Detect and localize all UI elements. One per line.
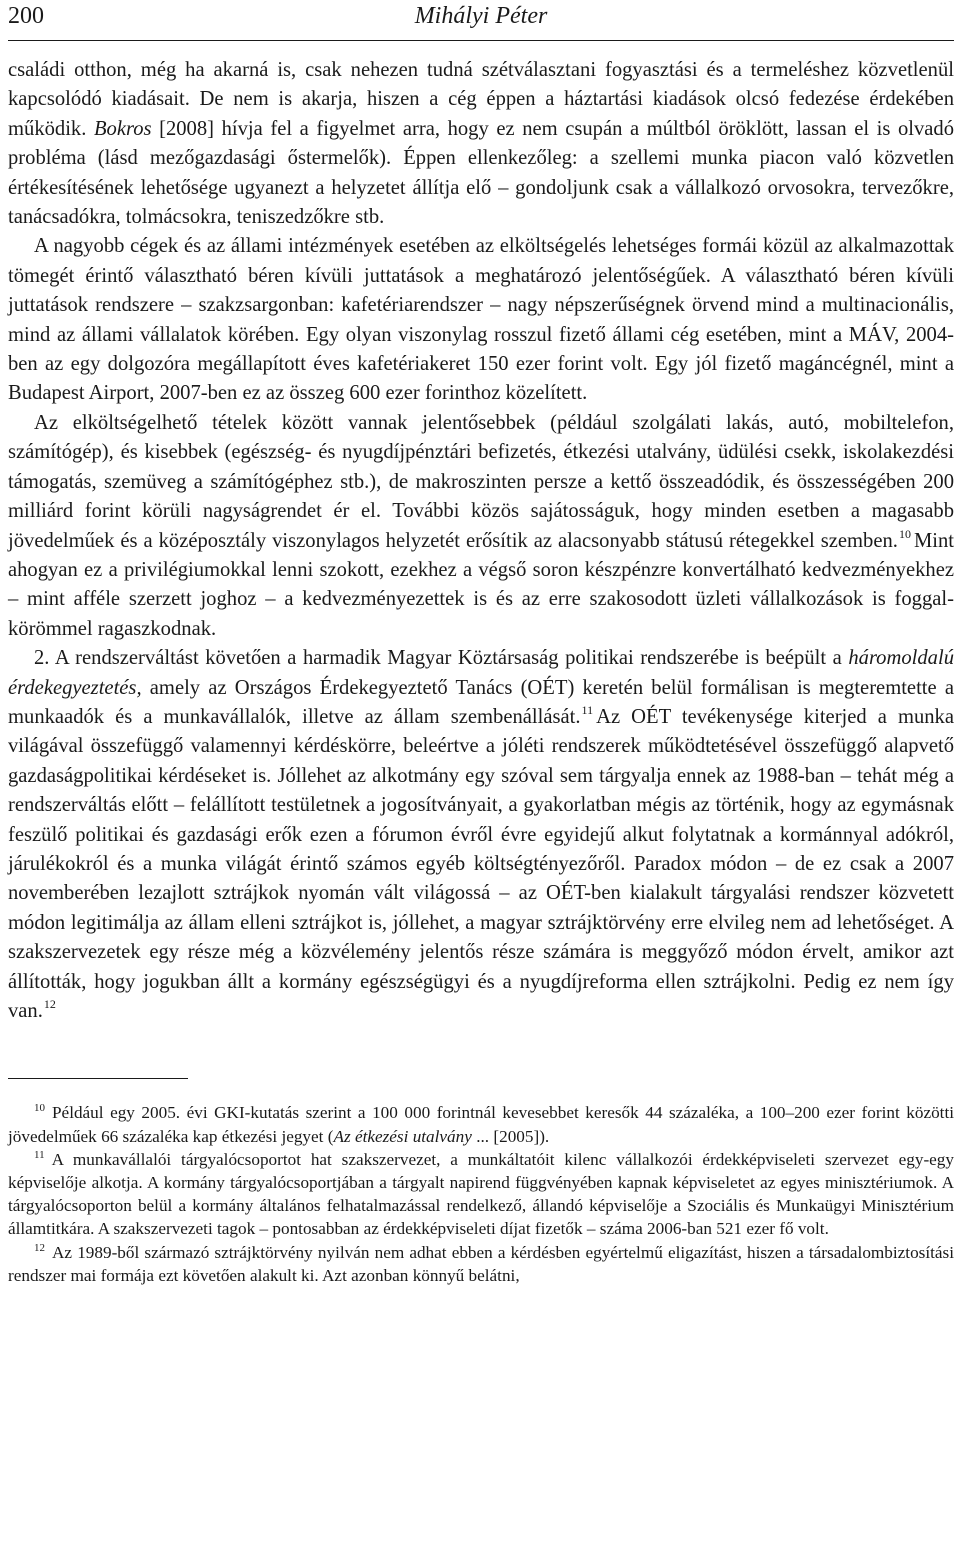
page-header: [8, 0, 954, 41]
footnote-ref-10[interactable]: 10: [898, 526, 911, 541]
page-number: 200: [8, 3, 44, 29]
paragraph-4: 2. A rendszerváltást követően a harmadik Magyar Köztársaság politikai rendszerébe is beépült a háromoldalú érdekegyeztetés, amely az Országos Érdekegyeztető Tanács (OÉT) keretén belül formálisan is megteremtette a munkaadók és a munkavállalók, illetve az állam szembenállását.$^{11}$ Az OÉT tevékenysége kiterjed a munka világával összefüggő valamennyi kérdéskörre, beleértve a jóléti rendszerek működtetésével összefüggő alapvető gazdaságpolitikai kérdéseket is. Jóllehet az alkotmány egy szóval sem tárgyalja ennek az 1988-ban – tehát még a rendszerváltás előtt – felállított testületnek a jogosítványait, a gyakorlatban mégis az történik, hogy az egymásnak feszülő politikai és gazdasági erők ezen a fórumon évről évre egyidejű alkut folytatnak a kormánnyal adókról, járulékokról és a munka világát érintő számos egyéb költségtényezőről. Paradox módon – de ez csak a 2007 novemberében lezajlott sztrájkok nyomán vált világossá – az OÉT-ben kialakult tárgyalási rendszer közvetett módon legitimálja az állam elleni sztrájkot is, jóllehet, a magyar sztrájktörvény erre elvileg nem ad lehetőséget. A szakszervezetek egy része még a közvélemény jelentős része számára is meggyőző módon érvelt, amikor azt állították, hogy jogukban állt a kormány egészségügyi és a nyugdíjreforma ellen sztrájkolni. Pedig ez nem így van.$^{12}$: [8, 647, 954, 1022]
cited-title: Az étkezési utalvány: [333, 1126, 472, 1146]
footnote-10: $^{10}$ Például egy 2005. évi GKI-kutatás szerint a 100 000 forintnál kevesebbet keresők 44 százaléka, a 100–200 ezer forint közötti jövedelműek 66 százaléka kap étkezési jegyet (Az étkezési utalvány ... [2005]).: [8, 1102, 954, 1146]
footnote-12: $^{12}$ Az 1989-ből származó sztrájktörvény nyilván nem adhat ebben a kérdésben egyértelmű eligazítást, hiszen a társadalombiztosítási rendszer mai formája ezt követően alakult ki. Azt azonban könnyű belátni,: [8, 1241, 954, 1285]
footnote-number: 10: [34, 1102, 45, 1115]
footnote-number: 12: [34, 1241, 45, 1254]
footnote-ref-11[interactable]: 11: [581, 702, 594, 717]
body-text: [8, 56, 954, 1026]
running-title: Mihályi Péter: [414, 3, 548, 29]
footnotes: [8, 1101, 954, 1287]
paragraph-1: családi otthon, még ha akarná is, csak nehezen tudná szétválasztani fogyasztási és a termeléshez közvetlenül kapcsolódó kiadásait. De nem is akarja, hiszen a cég éppen a háztartási kiadások olcsó fedezése érdekében működik. Bokros [2008] hívja fel a figyelmet arra, hogy ez nem csupán a múltból öröklött, lassan el is olvadó probléma (lásd mezőgazdasági őstermelők). Éppen ellenkezőleg: a szellemi munka piacon való közvetlen értékesítésének lehetősége ugyanezt a helyzetet állítja elő – gondoljunk csak a vállalkozó orvosokra, tervezőkre, tanácsadókra, tolmácsokra, teniszedzőkre stb.: [8, 59, 954, 229]
paragraph-3: Az elköltségelhető tételek között vannak jelentősebbek (például szolgálati lakás, autó, mobiltelefon, számítógép), és kisebbek (egészség- és nyugdíjpénztári befizetés, étkezési utalvány, üdülési csekk, iskolakezdési támogatás, szemüveg a számítógéphez stb.), de makroszinten persze a kettő összeadódik, és összességében 200 milliárd forint körüli nagyságrendet ér el. További közös sajátosságuk, hogy minden esetben a magasabb jövedelműek és a középosztály viszonylagos helyzetét erősítik az alacsonyabb státusú rétegekkel szemben.$^{10}$ Mint ahogyan ez a privilégiumokkal lenni szokott, ezekhez a végső soron készpénzre konvertálható kedvezményekhez – mint afféle szerzett joghoz – a kedvezményezettek is és az erre szakosodott üzleti vállalkozások is foggal-körömmel ragaszkodnak.: [8, 411, 954, 640]
emphasized-term: háromoldalú érdekegyeztetés,: [8, 647, 954, 699]
paragraph-2: A nagyobb cégek és az állami intézmények esetében az elköltségelés lehetséges formái közül az alkalmazottak tömegét érintő választható béren kívüli juttatások a meghatározó jelentőségűek. A választható béren kívüli juttatások rendszere – szakzsargonban: kafetériarendszer – nagy népszerűségnek örvend mind a multinacionális, mind az állami vállalatok körében. Egy olyan viszonylag rosszul fizető állami cég esetében, mint a MÁV, 2004-ben az egy dolgozóra megállapított éves kafetériakeret 150 ezer forint volt. Egy jól fizető magáncégnél, mint a Budapest Airport, 2007-ben ez az összeg 600 ezer forinthoz közelített.: [8, 235, 954, 405]
footnote-ref-12[interactable]: 12: [43, 997, 56, 1011]
footnote-11: $^{11}$ A munkavállalói tárgyalócsoportot hat szakszervezet, a munkáltatóit kilenc vállalkozói érdekképviseleti szervezet egy-egy képviselője alkotja. A kormány tárgyalócsoportjában a tárgyalt napirend függvényében kapnak képviseletet az egyes minisztériumok. A tárgyalócsoporton belül a kormány általános felhatalmazással rendelkező, állandó képviselője a Szociális és Munkaügyi Minisztérium államtitkára. A szakszervezeti tagok – pontosabban az érdekképviseleti díjat fizetők – száma 2006-ban 521 ezer fő volt.: [8, 1148, 954, 1239]
author-citation: Bokros: [93, 117, 152, 140]
document-page: [8, 0, 954, 1287]
footnote-divider: [8, 1078, 188, 1079]
footnote-number: 11: [34, 1148, 45, 1161]
